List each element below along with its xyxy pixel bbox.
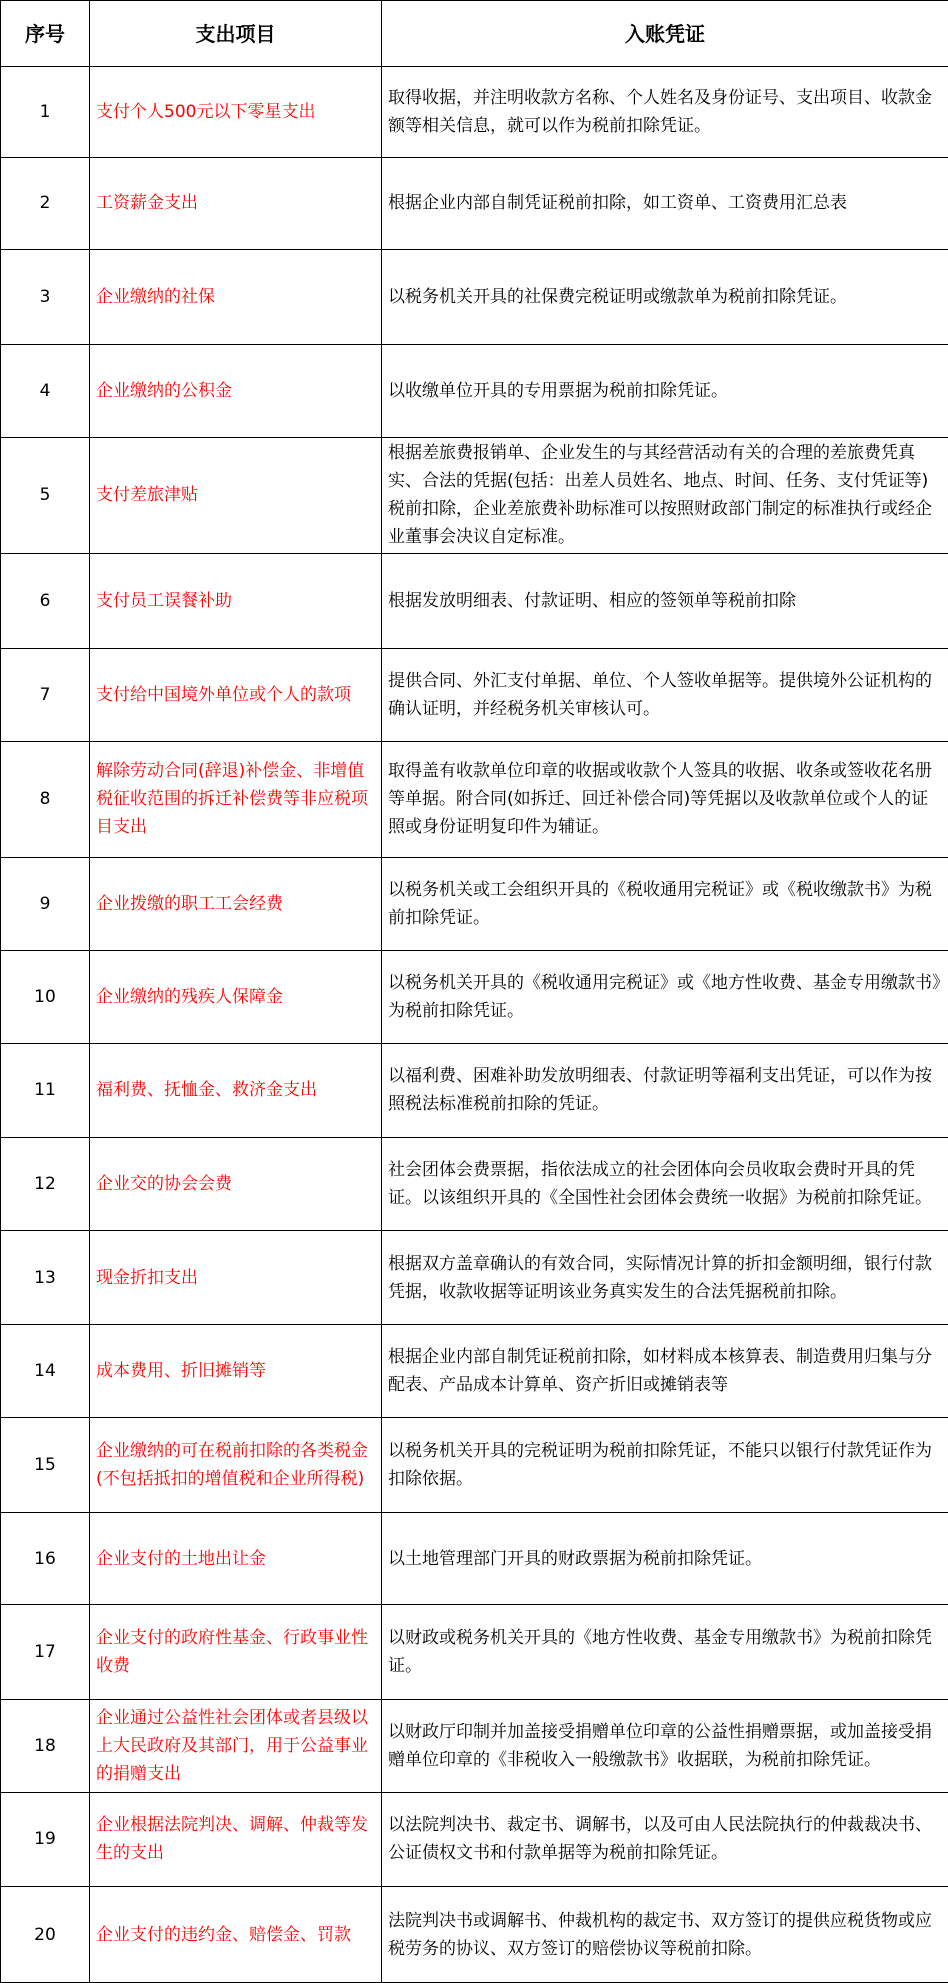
row-item: 企业交的协会会费 xyxy=(90,1138,382,1231)
row-num: 13 xyxy=(1,1230,90,1325)
row-voucher: 以福利费、困难补助发放明细表、付款证明等福利支出凭证，可以作为按照税法标准税前扣除的凭证。 xyxy=(382,1043,948,1138)
row-voucher: 根据差旅费报销单、企业发生的与其经营活动有关的合理的差旅费凭真实、合法的凭据(包括：出差人员姓名、地点、时间、任务、支付凭证等)税前扣除，企业差旅费补助标准可以按照财政部门制定的标准执行或经企业董事会决议自定标准。 xyxy=(382,437,948,554)
table-row xyxy=(1,1418,948,1513)
table-row xyxy=(1,157,948,250)
row-item: 福利费、抚恤金、救济金支出 xyxy=(90,1043,382,1138)
table-row xyxy=(1,1700,948,1793)
row-voucher: 提供合同、外汇支付单据、单位、个人签收单据等。提供境外公证机构的确认证明，并经税务机关审核认可。 xyxy=(382,648,948,741)
table-row xyxy=(1,1887,948,1983)
table-row xyxy=(1,67,948,158)
row-voucher: 取得收据，并注明收款方名称、个人姓名及身份证号、支出项目、收款金额等相关信息，就可以作为税前扣除凭证。 xyxy=(382,67,948,158)
row-num: 2 xyxy=(1,157,90,250)
row-num: 16 xyxy=(1,1512,90,1605)
row-num: 7 xyxy=(1,648,90,741)
row-voucher: 以税务机关开具的社保费完税证明或缴款单为税前扣除凭证。 xyxy=(382,250,948,345)
table-row xyxy=(1,1792,948,1887)
row-item: 企业支付的政府性基金、行政事业性收费 xyxy=(90,1605,382,1700)
row-num: 19 xyxy=(1,1792,90,1887)
row-num: 3 xyxy=(1,250,90,345)
row-item: 企业支付的土地出让金 xyxy=(90,1512,382,1605)
row-num: 9 xyxy=(1,858,90,951)
header-row xyxy=(1,1,948,67)
table-row xyxy=(1,1605,948,1700)
table-row xyxy=(1,250,948,345)
table-row xyxy=(1,1230,948,1325)
table-row xyxy=(1,648,948,741)
row-voucher: 根据企业内部自制凭证税前扣除，如工资单、工资费用汇总表 xyxy=(382,157,948,250)
table-row xyxy=(1,950,948,1043)
table-row xyxy=(1,741,948,858)
row-item: 现金折扣支出 xyxy=(90,1230,382,1325)
row-voucher: 以税务机关开具的《税收通用完税证》或《地方性收费、基金专用缴款书》为税前扣除凭证。 xyxy=(382,950,948,1043)
table-row xyxy=(1,344,948,437)
row-item: 企业根据法院判决、调解、仲裁等发生的支出 xyxy=(90,1792,382,1887)
row-voucher: 以税务机关开具的完税证明为税前扣除凭证，不能只以银行付款凭证作为扣除依据。 xyxy=(382,1418,948,1513)
row-voucher: 法院判决书或调解书、仲裁机构的裁定书、双方签订的提供应税货物或应税劳务的协议、双方签订的赔偿协议等税前扣除。 xyxy=(382,1887,948,1983)
row-item: 支付员工误餐补助 xyxy=(90,554,382,649)
row-num: 4 xyxy=(1,344,90,437)
table-row xyxy=(1,1325,948,1418)
row-item: 支付个人500元以下零星支出 xyxy=(90,67,382,158)
row-item: 企业缴纳的残疾人保障金 xyxy=(90,950,382,1043)
row-voucher: 根据发放明细表、付款证明、相应的签领单等税前扣除 xyxy=(382,554,948,649)
row-voucher: 社会团体会费票据，指依法成立的社会团体向会员收取会费时开具的凭证。以该组织开具的《全国性社会团体会费统一收据》为税前扣除凭证。 xyxy=(382,1138,948,1231)
row-num: 5 xyxy=(1,437,90,554)
row-voucher: 以土地管理部门开具的财政票据为税前扣除凭证。 xyxy=(382,1512,948,1605)
table-row xyxy=(1,554,948,649)
header-voucher: 入账凭证 xyxy=(382,1,948,67)
row-num: 15 xyxy=(1,1418,90,1513)
row-item: 企业通过公益性社会团体或者县级以上大民政府及其部门，用于公益事业的捐赠支出 xyxy=(90,1700,382,1793)
row-num: 10 xyxy=(1,950,90,1043)
row-num: 8 xyxy=(1,741,90,858)
row-num: 1 xyxy=(1,67,90,158)
row-voucher: 以财政厅印制并加盖接受捐赠单位印章的公益性捐赠票据，或加盖接受捐赠单位印章的《非税收入一般缴款书》收据联，为税前扣除凭证。 xyxy=(382,1700,948,1793)
row-voucher: 以收缴单位开具的专用票据为税前扣除凭证。 xyxy=(382,344,948,437)
row-item: 成本费用、折旧摊销等 xyxy=(90,1325,382,1418)
row-voucher: 以法院判决书、裁定书、调解书，以及可由人民法院执行的仲裁裁决书、公证债权文书和付款单据等为税前扣除凭证。 xyxy=(382,1792,948,1887)
row-num: 6 xyxy=(1,554,90,649)
header-num: 序号 xyxy=(1,1,90,67)
header-item: 支出项目 xyxy=(90,1,382,67)
row-num: 14 xyxy=(1,1325,90,1418)
row-item: 支付差旅津贴 xyxy=(90,437,382,554)
row-item: 企业缴纳的社保 xyxy=(90,250,382,345)
row-num: 18 xyxy=(1,1700,90,1793)
row-voucher: 根据双方盖章确认的有效合同，实际情况计算的折扣金额明细，银行付款凭据，收款收据等证明该业务真实发生的合法凭据税前扣除。 xyxy=(382,1230,948,1325)
row-voucher: 取得盖有收款单位印章的收据或收款个人签具的收据、收条或签收花名册等单据。附合同(如拆迁、回迁补偿合同)等凭据以及收款单位或个人的证照或身份证明复印件为辅证。 xyxy=(382,741,948,858)
row-item: 解除劳动合同(辞退)补偿金、非增值税征收范围的拆迁补偿费等非应税项目支出 xyxy=(90,741,382,858)
table-row xyxy=(1,1138,948,1231)
table-row xyxy=(1,1043,948,1138)
row-item: 企业缴纳的公积金 xyxy=(90,344,382,437)
row-voucher: 以财政或税务机关开具的《地方性收费、基金专用缴款书》为税前扣除凭证。 xyxy=(382,1605,948,1700)
row-item: 企业支付的违约金、赔偿金、罚款 xyxy=(90,1887,382,1983)
row-voucher: 以税务机关或工会组织开具的《税收通用完税证》或《税收缴款书》为税前扣除凭证。 xyxy=(382,858,948,951)
row-num: 20 xyxy=(1,1887,90,1983)
table-row xyxy=(1,437,948,554)
row-item: 工资薪金支出 xyxy=(90,157,382,250)
row-num: 11 xyxy=(1,1043,90,1138)
table-row xyxy=(1,1512,948,1605)
table-row xyxy=(1,858,948,951)
row-item: 企业拨缴的职工工会经费 xyxy=(90,858,382,951)
row-item: 支付给中国境外单位或个人的款项 xyxy=(90,648,382,741)
row-num: 17 xyxy=(1,1605,90,1700)
row-voucher: 根据企业内部自制凭证税前扣除，如材料成本核算表、制造费用归集与分配表、产品成本计算单、资产折旧或摊销表等 xyxy=(382,1325,948,1418)
row-num: 12 xyxy=(1,1138,90,1231)
row-item: 企业缴纳的可在税前扣除的各类税金(不包括抵扣的增值税和企业所得税) xyxy=(90,1418,382,1513)
